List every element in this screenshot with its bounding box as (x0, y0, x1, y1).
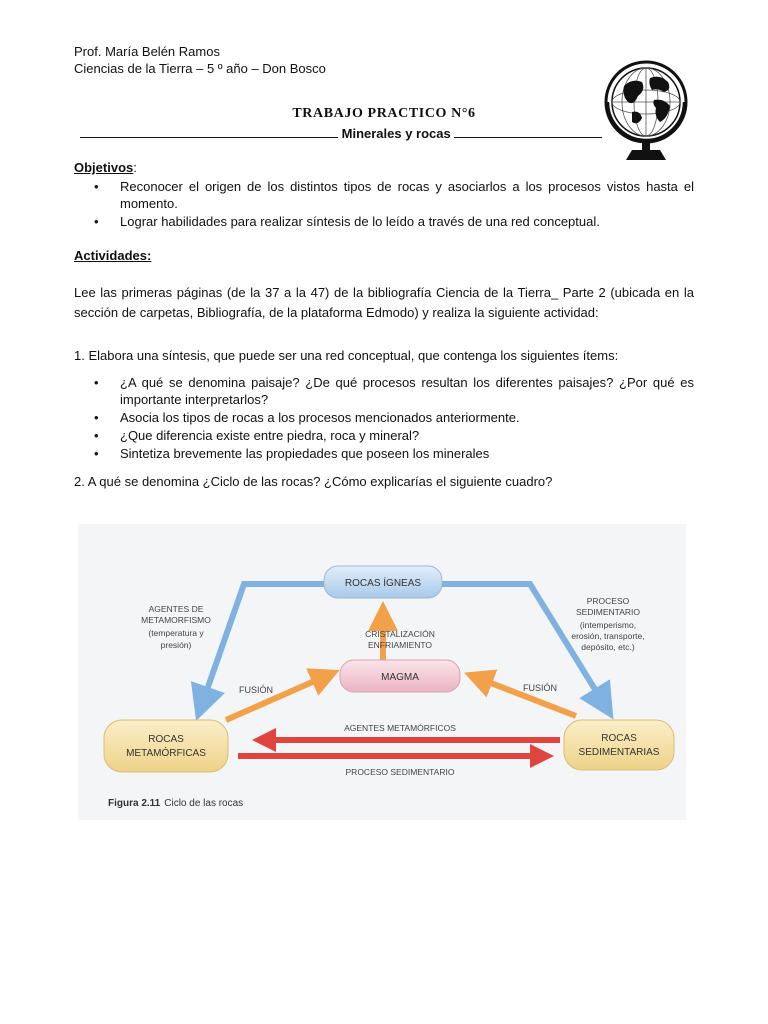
objectives-heading-row (74, 160, 137, 175)
svg-text:METAMORFISMO: METAMORFISMO (141, 615, 211, 625)
bullet-icon: • (94, 428, 99, 443)
svg-text:MAGMA: MAGMA (381, 672, 419, 683)
node-rocas-sedimentarias (564, 720, 674, 770)
node-rocas-igneas (324, 566, 442, 598)
svg-text:(temperatura y: (temperatura y (148, 628, 204, 638)
label-agentes-metamorfismo (141, 604, 211, 650)
objectives-colon: : (133, 160, 137, 175)
activities-heading: Actividades: (74, 248, 152, 263)
label-agentes-metamorficos: AGENTES METAMÓRFICOS (344, 723, 456, 733)
figure-caption: Figura 2.11 Ciclo de las rocas (108, 798, 244, 809)
question-1: 1. Elabora una síntesis, que puede ser una red conceptual, que contenga los siguientes ítems: (74, 348, 619, 363)
node-magma (340, 660, 460, 692)
rock-cycle-figure (78, 524, 686, 820)
node-rocas-metamorficas (104, 720, 228, 772)
underline-left (80, 127, 338, 138)
svg-text:SEDIMENTARIO: SEDIMENTARIO (575, 607, 641, 617)
course-line: Ciencias de la Tierra – 5 º año – Don Bosco (74, 61, 326, 76)
svg-text:presión): presión) (160, 640, 192, 650)
underline-right (454, 127, 602, 138)
list-item: • Sintetiza brevemente las propiedades que poseen los minerales (94, 446, 490, 461)
bullet-icon: • (94, 214, 99, 229)
rock-cycle-diagram (78, 524, 686, 820)
list-item: • ¿Que diferencia existe entre piedra, roca y mineral? (94, 428, 420, 443)
objectives-list (74, 178, 694, 231)
label-fusion-right: FUSIÓN (522, 683, 558, 693)
bullet-icon: • (94, 446, 99, 461)
svg-text:CRISTALIZACIÓN: CRISTALIZACIÓN (365, 629, 435, 639)
svg-text:SEDIMENTARIAS: SEDIMENTARIAS (578, 747, 660, 758)
list-item: • Reconocer el origen de los distintos tipos de rocas y asociarlos a los procesos vistos hasta el momento. (94, 179, 694, 211)
list-item: • Asocia los tipos de rocas a los procesos mencionados anteriormente. (94, 410, 520, 425)
svg-text:erosión, transporte,: erosión, transporte, (571, 631, 645, 641)
bullet-icon: • (94, 375, 99, 390)
svg-text:ROCAS: ROCAS (148, 734, 184, 745)
label-proceso-sedimentario: PROCESO SEDIMENTARIO (345, 767, 455, 777)
svg-text:PROCESO: PROCESO (586, 596, 630, 606)
svg-text:ENFRIAMIENTO: ENFRIAMIENTO (367, 640, 433, 650)
bullet-icon: • (94, 410, 99, 425)
teacher-name: Prof. María Belén Ramos (74, 44, 220, 59)
svg-text:AGENTES DE: AGENTES DE (148, 604, 204, 614)
svg-text:ROCAS: ROCAS (601, 733, 637, 744)
label-fusion-left: FUSIÓN (238, 685, 274, 695)
subtitle: Minerales y rocas (341, 126, 451, 141)
svg-text:depósito, etc.): depósito, etc.) (581, 642, 635, 652)
label-proceso-sedimentario-vertical (571, 596, 644, 652)
subtitle-line (80, 126, 608, 141)
arrow-metamorficas-to-magma (226, 676, 326, 720)
label-cristalizacion (365, 629, 435, 650)
list-item: • Lograr habilidades para realizar síntesis de lo leído a través de una red conceptual. (94, 214, 600, 229)
svg-text:(intemperismo,: (intemperismo, (579, 620, 637, 630)
question-1-list (74, 374, 694, 463)
list-item: • ¿A qué se denomina paisaje? ¿De qué procesos resultan los diferentes paisajes? ¿Por qué es importante interpretarlos? (94, 375, 694, 407)
objectives-heading: Objetivos (74, 160, 134, 175)
bullet-icon: • (94, 179, 99, 194)
page-title: TRABAJO PRACTICO N°6 (292, 106, 476, 121)
svg-text:ROCAS ÍGNEAS: ROCAS ÍGNEAS (344, 578, 422, 589)
question-2: 2. A qué se denomina ¿Ciclo de las rocas? ¿Cómo explicarías el siguiente cuadro? (74, 474, 553, 489)
svg-text:METAMÓRFICAS: METAMÓRFICAS (126, 748, 206, 759)
activities-intro: Lee las primeras páginas (de la 37 a la 47) de la bibliografía Ciencia de la Tierra_ Parte 2 (ubicada en la sección de carpetas, Bibliografía, de la plataforma Edmodo) y realiza la siguiente actividad: (74, 285, 694, 320)
